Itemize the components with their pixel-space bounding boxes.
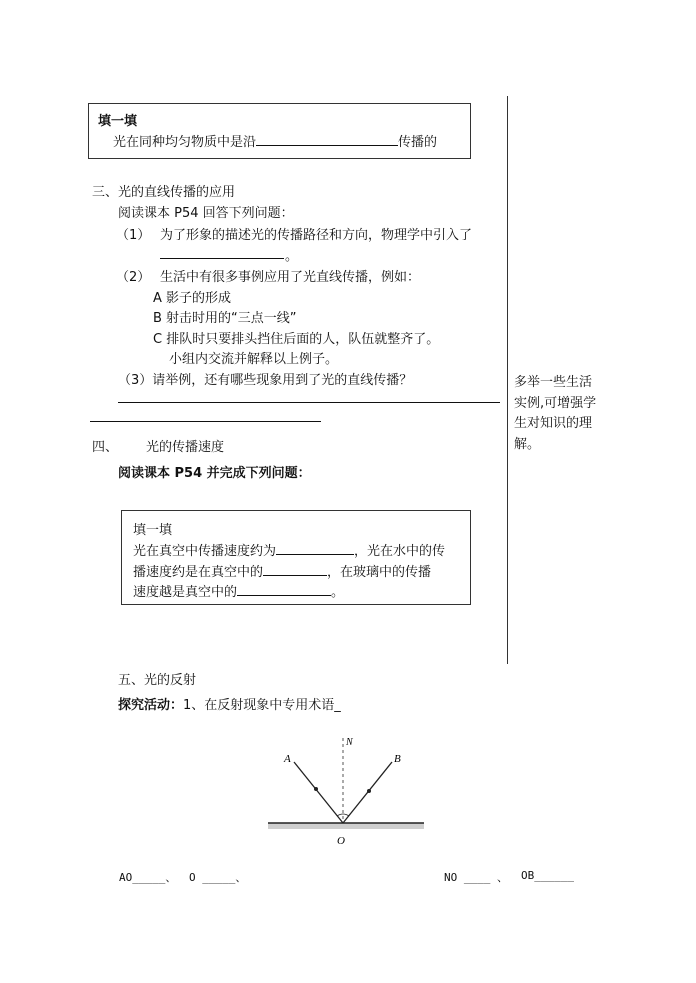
angle-arc xyxy=(337,814,349,816)
box1-text-after: 传播的 xyxy=(398,135,438,150)
section3-intro: 阅读课本 P54 回答下列问题： xyxy=(118,206,294,221)
q1-blank xyxy=(160,258,284,259)
q3-answer-line-2 xyxy=(90,421,321,422)
option-b: B 射击时用的“三点一线” xyxy=(153,311,297,326)
option-c: C 排队时只要排头挡住后面的人，队伍就整齐了。 xyxy=(153,332,440,347)
q1-num: （1） xyxy=(116,228,151,243)
speed-water-text: ，光在水中的传 xyxy=(354,544,446,559)
side-note-1: 多举一些生活 xyxy=(514,375,593,390)
section5-heading: 五、光的反射 xyxy=(118,673,197,688)
speed-vacuum-text: 光在真空中传播速度约为 xyxy=(133,544,277,559)
term-ob: OB______ xyxy=(521,869,574,882)
speed-water-text-2: 播速度约是在真空中的 xyxy=(133,565,264,580)
speed-glass-text-2: 速度越是真空中的 xyxy=(133,585,238,600)
section4-intro: 阅读课本 P54 并完成下列问题： xyxy=(118,466,311,481)
side-note-3: 生对知识的理 xyxy=(514,416,593,431)
box2-line-3 xyxy=(133,581,344,600)
speed-water-blank xyxy=(263,563,327,576)
box1-line xyxy=(113,131,437,150)
q2-num: （2） xyxy=(116,270,151,285)
section3-heading: 三、光的直线传播的应用 xyxy=(92,185,236,200)
reflected-ray xyxy=(343,762,392,823)
group-discussion: 小组内交流并解释以上例子。 xyxy=(169,352,339,367)
box1-blank xyxy=(256,133,398,146)
q2-text: 生活中有很多事例应用了光直线传播，例如： xyxy=(160,270,421,285)
q1-text: 为了形象的描述光的传播路径和方向，物理学中引入了 xyxy=(160,228,473,243)
term-o: O _____、 xyxy=(189,871,247,884)
box2-title: 填一填 xyxy=(133,523,173,538)
box2-line-2 xyxy=(133,561,431,580)
option-a: A 影子的形成 xyxy=(153,291,232,306)
q1-end: 。 xyxy=(285,249,299,264)
mirror-surface xyxy=(268,823,424,829)
term-ao: AO_____、 xyxy=(119,871,177,884)
reflected-arrow xyxy=(367,789,371,793)
label-n: N xyxy=(346,737,353,748)
incident-arrow xyxy=(314,787,318,791)
speed-glass-end: 。 xyxy=(331,585,345,600)
speed-vacuum-blank xyxy=(276,542,354,555)
box2-line-1 xyxy=(133,540,445,559)
speed-glass-blank xyxy=(237,583,331,596)
activity-line xyxy=(118,694,341,713)
activity-label: 探究活动： xyxy=(118,698,184,713)
side-note-4: 解。 xyxy=(514,437,541,452)
section4-heading-text: 光的传播速度 xyxy=(146,440,225,455)
reflection-diagram xyxy=(268,732,428,852)
side-note-2: 实例,可增强学 xyxy=(514,396,597,411)
q3-answer-line-1 xyxy=(118,402,500,403)
label-a: A xyxy=(284,753,291,765)
term-no: NO ____ 、 xyxy=(444,871,508,884)
label-o: O xyxy=(337,835,345,847)
margin-divider xyxy=(507,96,508,664)
box1-text-before: 光在同种均匀物质中是沿 xyxy=(113,135,257,150)
box1-title: 填一填 xyxy=(98,114,138,129)
section4-heading-num: 四、 xyxy=(92,440,119,455)
q3-text: （3）请举例，还有哪些现象用到了光的直线传播？ xyxy=(118,373,413,388)
incident-ray xyxy=(294,762,343,823)
activity-text: 1、在反射现象中专用术语_ xyxy=(183,698,341,713)
label-b: B xyxy=(394,753,401,765)
speed-glass-text: ，在玻璃中的传播 xyxy=(327,565,432,580)
